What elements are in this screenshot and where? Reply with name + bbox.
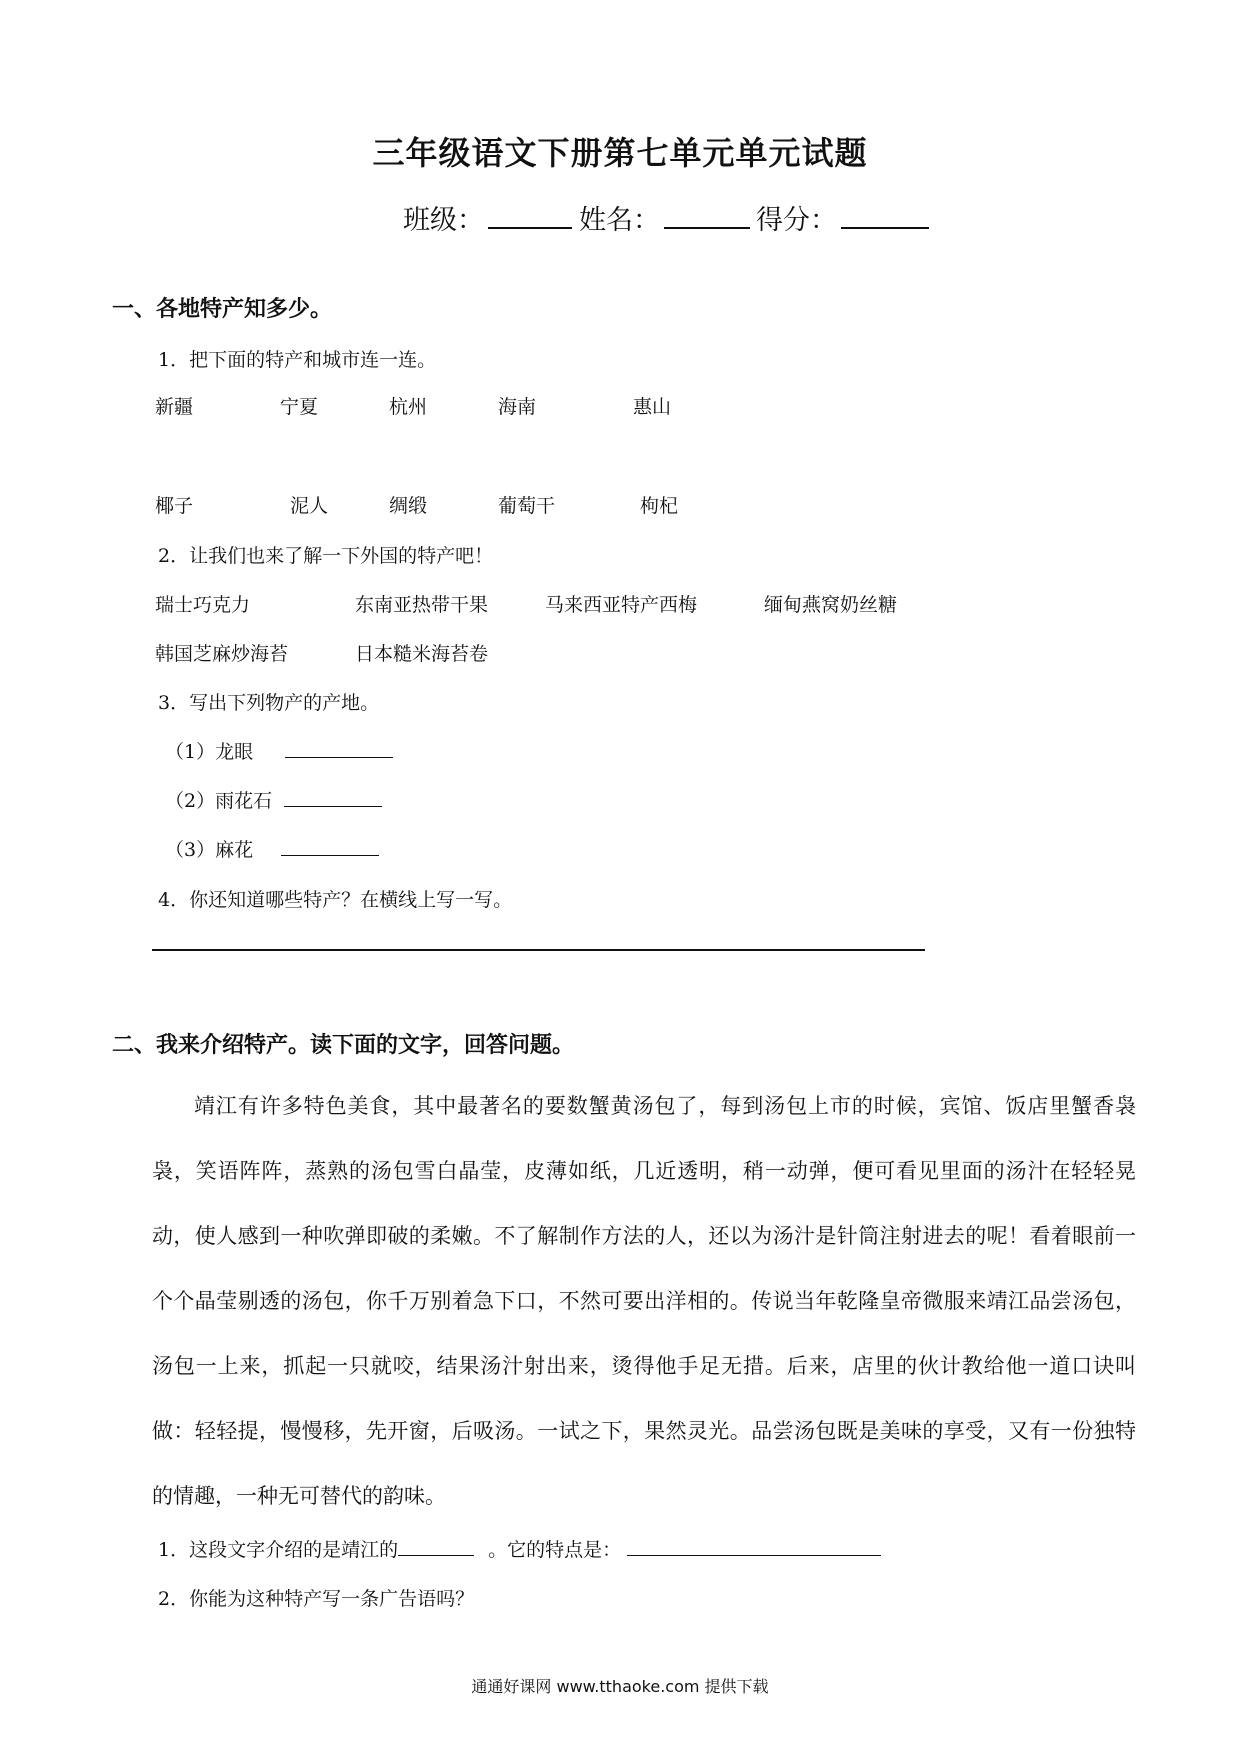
city-item[interactable]: 新疆 <box>155 396 194 418</box>
score-label: 得分： <box>756 205 837 236</box>
q3-answer-blank[interactable] <box>281 835 379 856</box>
reading-passage: 靖江有许多特色美食，其中最著名的要数蟹黄汤包了，每到汤包上市的时候，宾馆、饭店里蟹香袅袅，笑语阵阵，蒸熟的汤包雪白晶莹，皮薄如纸，几近透明，稍一动弹，便可看见里面的汤汁在轻轻晃动，使人感到一种吹弹即破的柔嫩。不了解制作方法的人，还以为汤汁是针筒注射进去的呢！看着眼前一个个晶莹剔透的汤包，你千万别着急下口，不然可要出洋相的。传说当年乾隆皇帝微服来靖江品尝汤包，汤包一上来，抓起一只就咬，结果汤汁射出来，烫得他手足无措。后来，店里的伙计教给他一道口诀叫做：轻轻提，慢慢移，先开窗，后吸汤。一试之下，果然灵光。品尝汤包既是美味的享受，又有一份独特的情趣，一种无可替代的韵味。 <box>152 1094 1136 1508</box>
section2-q1 <box>158 1535 881 1562</box>
foreign-item: 缅甸燕窝奶丝糖 <box>764 594 898 616</box>
q3-item-longan <box>165 737 393 764</box>
q3-item-label: （3）麻花 <box>165 839 254 861</box>
name-blank[interactable] <box>664 201 750 229</box>
product-item[interactable]: 椰子 <box>155 495 194 517</box>
section1-heading: 一、各地特产知多少。 <box>112 297 333 322</box>
city-item[interactable]: 海南 <box>498 396 537 418</box>
q3-item-rain-flower-stone <box>165 786 382 813</box>
foreign-item: 韩国芝麻炒海苔 <box>155 643 289 665</box>
section2-q2: 2．你能为这种特产写一条广告语吗？ <box>158 1588 475 1610</box>
specialty-answer-blank[interactable] <box>398 1535 474 1556</box>
section1-q1: 1．把下面的特产和城市连一连。 <box>158 349 437 371</box>
q3-answer-blank[interactable] <box>284 786 382 807</box>
foreign-item: 马来西亚特产西梅 <box>545 594 698 616</box>
q3-answer-blank[interactable] <box>285 737 393 758</box>
class-field[interactable] <box>403 198 576 237</box>
score-blank[interactable] <box>841 201 929 229</box>
section1-q4: 4．你还知道哪些特产？在横线上写一写。 <box>158 889 513 911</box>
city-item[interactable]: 惠山 <box>633 396 672 418</box>
section2-heading: 二、我来介绍特产。读下面的文字，回答问题。 <box>112 1033 575 1058</box>
footer-source: 通通好课网 www.tthaoke.com 提供下载 <box>471 1677 769 1696</box>
product-item[interactable]: 葡萄干 <box>498 495 556 517</box>
city-item[interactable]: 宁夏 <box>280 396 319 418</box>
name-field[interactable] <box>579 198 754 237</box>
q4-answer-line[interactable] <box>152 949 925 951</box>
class-label: 班级： <box>403 205 484 236</box>
section2-q1-text-2: 。它的特点是： <box>488 1539 622 1561</box>
q3-item-mahua <box>165 835 379 862</box>
foreign-item: 瑞士巧克力 <box>155 594 251 616</box>
section2-q1-text: 1．这段文字介绍的是靖江的 <box>158 1539 399 1561</box>
q3-item-label: （2）雨花石 <box>165 790 273 812</box>
section1-q3: 3．写出下列物产的产地。 <box>158 692 380 714</box>
section1-q2: 2．让我们也来了解一下外国的特产吧！ <box>158 545 494 567</box>
product-item[interactable]: 泥人 <box>290 495 329 517</box>
feature-answer-blank[interactable] <box>627 1535 881 1556</box>
foreign-item: 东南亚热带干果 <box>355 594 489 616</box>
q3-item-label: （1）龙眼 <box>165 741 254 763</box>
name-label: 姓名： <box>579 205 660 236</box>
product-item[interactable]: 枸杞 <box>640 495 679 517</box>
product-item[interactable]: 绸缎 <box>389 495 428 517</box>
foreign-item: 日本糙米海苔卷 <box>355 643 489 665</box>
class-blank[interactable] <box>488 201 572 229</box>
page-title: 三年级语文下册第七单元单元试题 <box>372 134 868 172</box>
score-field[interactable] <box>756 198 933 237</box>
city-item[interactable]: 杭州 <box>389 396 428 418</box>
